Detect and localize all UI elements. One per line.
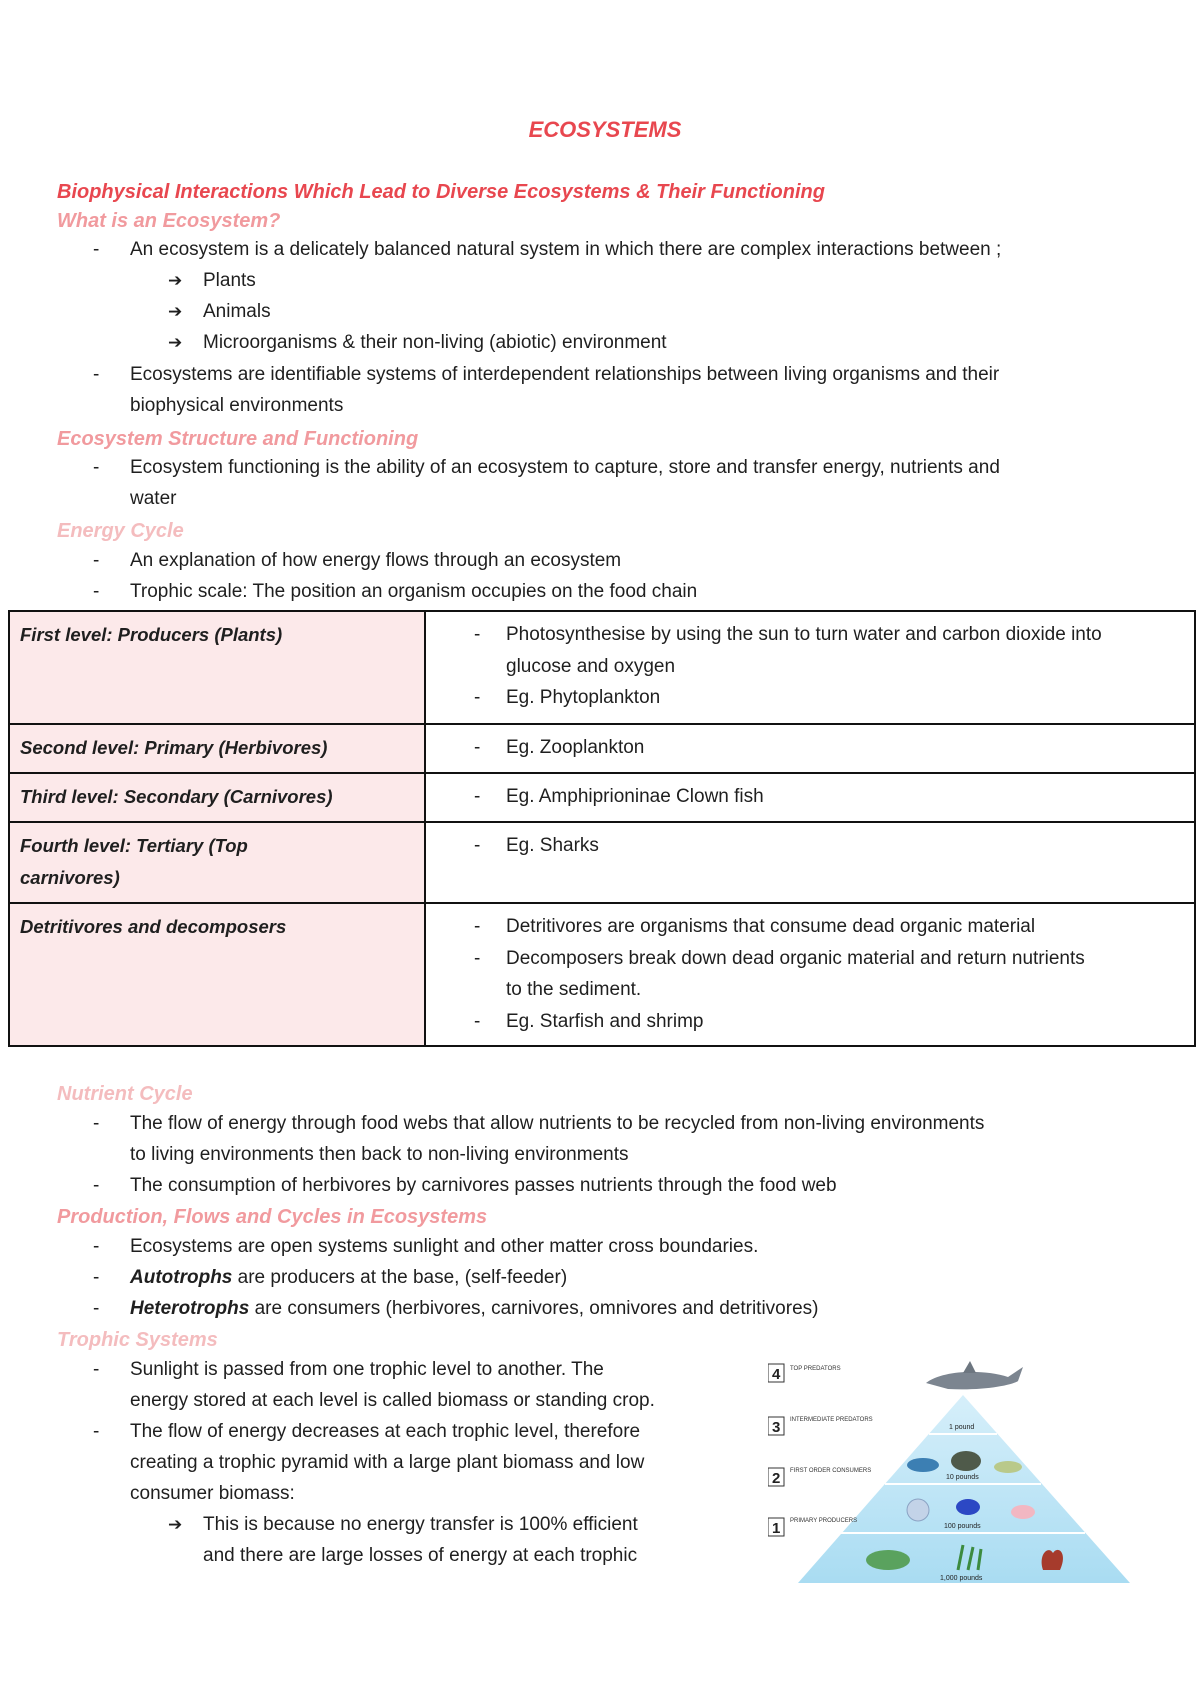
dash-marker: - [93,1113,100,1134]
blue-fish-icon [956,1499,980,1515]
table-cell-level: Detritivores and decomposers [9,903,425,1046]
document-title: ECOSYSTEMS [528,117,682,142]
dash-marker: - [93,1359,100,1380]
pyramid-amount: 100 pounds [944,1523,981,1530]
fish-icon [907,1458,939,1472]
pyramid-level-label: FIRST ORDER CONSUMERS [790,1468,872,1474]
dash-marker: - [93,550,100,571]
shark-icon [926,1361,1023,1389]
table-row [9,611,1195,724]
heading-production-flows: Production, Flows and Cycles in Ecosystems [57,1206,488,1228]
pyramid-level-label: INTERMEDIATE PREDATORS [790,1417,873,1423]
table-cell-description: - Detritivores are organisms that consume dead organic material - Decomposers break down dead organic material and return nutrients to the sediment. - Eg. Starfish and shrimp [425,903,1195,1046]
fish-icon [994,1461,1022,1473]
table-cell-level: First level: Producers (Plants) [9,611,425,724]
arrow-icon: ➔ [168,333,183,352]
dash-marker: - [93,364,100,385]
phytoplankton-icon [866,1550,910,1570]
pyramid-level-label: PRIMARY PRODUCERS [790,1518,858,1524]
grouper-icon [951,1451,981,1471]
trophic-level-table [8,610,1196,1047]
pyramid-amount: 1,000 pounds [940,1575,983,1582]
table-row [9,724,1195,773]
table-cell-description: - Eg. Sharks [425,822,1195,903]
dash-marker: - [93,581,100,602]
heading-biophysical-interactions: Biophysical Interactions Which Lead to Diverse Ecosystems & Their Functioning [57,181,825,203]
arrow-icon: ➔ [168,271,183,290]
trophic-pyramid-image [768,1355,1130,1590]
pyramid-level-number: 1 [772,1520,781,1537]
table-cell-level: Fourth level: Tertiary (Top carnivores) [9,822,425,903]
dash-marker: - [93,1298,100,1319]
table-cell-description: - Eg. Amphiprioninae Clown fish [425,773,1195,822]
dash-marker: - [93,1267,100,1288]
table-row [9,822,1195,903]
dash-marker: - [93,1175,100,1196]
dash-marker: - [93,1236,100,1257]
pyramid-level-label: TOP PREDATORS [790,1366,841,1372]
heading-ecosystem-structure: Ecosystem Structure and Functioning [57,428,419,450]
pyramid-amount: 1 pound [949,1424,975,1431]
table-row [9,773,1195,822]
heading-energy-cycle: Energy Cycle [57,520,184,542]
shell-icon [1011,1505,1035,1519]
table-cell-level: Second level: Primary (Herbivores) [9,724,425,773]
pyramid-level-number: 2 [772,1470,781,1487]
arrow-icon: ➔ [168,302,183,321]
algae-icon [1042,1550,1063,1570]
dash-marker: - [93,1421,100,1442]
zooplankton-icon [907,1499,929,1521]
arrow-icon: ➔ [168,1515,183,1534]
heading-what-is-ecosystem: What is an Ecosystem? [57,210,281,232]
dash-marker: - [93,239,100,260]
pyramid-level-number: 4 [772,1366,781,1383]
table-cell-description: - Photosynthesise by using the sun to turn water and carbon dioxide into glucose and oxygen - Eg. Phytoplankton [425,611,1195,724]
table-cell-level: Third level: Secondary (Carnivores) [9,773,425,822]
table-cell-description: - Eg. Zooplankton [425,724,1195,773]
dash-marker: - [93,457,100,478]
pyramid-level-number: 3 [772,1419,781,1436]
heading-nutrient-cycle: Nutrient Cycle [57,1083,193,1105]
heading-trophic-systems: Trophic Systems [57,1329,218,1351]
table-row [9,903,1195,1046]
pyramid-amount: 10 pounds [946,1474,979,1481]
